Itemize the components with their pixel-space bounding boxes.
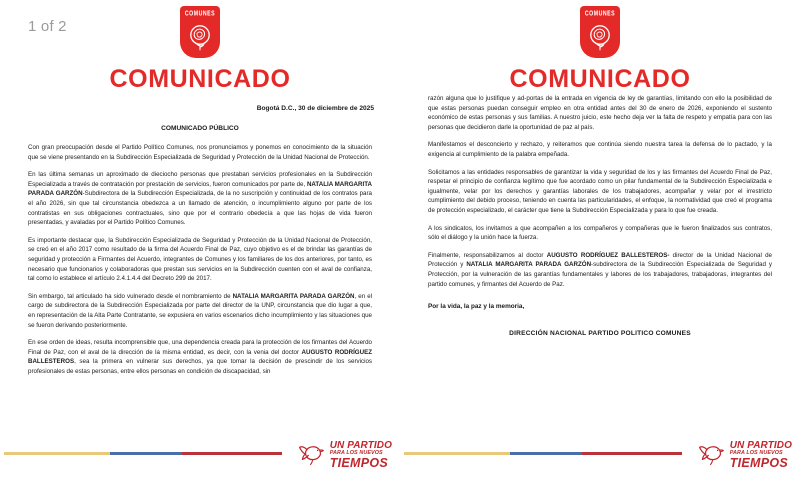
- dove-icon: [697, 438, 727, 473]
- sign-off-line: Por la vida, la paz y la memoria,: [428, 303, 525, 311]
- paragraph: razón alguna que lo justifique y ad-portas de la entrada en vigencia de ley de garantías, limitando con ello la posibilidad de que estas personas puedan conseguir empleo en otra entidad antes del 30 de enero de 2026, exponiendo el sustento económico de estas personas y sus familias. A nuestro juicio, este hecho deja ver la falta de respeto y empatía para con las personas que decidieron darle la oportunidad de paz al país.: [428, 95, 772, 131]
- slogan-line-3: TIEMPOS: [329, 455, 389, 470]
- page-counter: 1 of 2: [28, 18, 67, 35]
- comunes-logo: [422, 0, 778, 58]
- slogan-line-2: PARA LOS NUEVOS: [729, 450, 783, 457]
- slogan-line-1: UN PARTIDO: [729, 439, 792, 451]
- page-title: COMUNICADO: [509, 65, 691, 93]
- tricolor-yellow: [4, 452, 110, 455]
- party-slogan-logo: [697, 432, 792, 478]
- shield-icon: [580, 6, 620, 58]
- page-2-body: [422, 94, 778, 289]
- paragraph: A los sindicatos, los invitamos a que acompañen a los compañeros y compañeras que le fueron finalizados sus contratos, sólo el diálogo y la unión hace la fuerza.: [428, 224, 772, 242]
- page-1-body: [22, 143, 378, 376]
- shield-icon: [180, 6, 220, 58]
- slogan-line-1: UN PARTIDO: [329, 439, 392, 451]
- shield-wordmark: COMUNES: [184, 9, 216, 19]
- date-line: Bogotá D.C., 30 de diciembre de 2025: [256, 105, 374, 112]
- slogan-line-2: PARA LOS NUEVOS: [329, 450, 383, 457]
- paragraph: Solicitamos a las entidades responsables de garantizar la vida y seguridad de los y las firmantes del Acuerdo Final de Paz, respetar el principio de confianza legítimo que fue acordado como un pilar fundamental de la Subdirección Especializada e igualmente, velar por los derechos y garantías laborales de los trabajadores, acompañar y velar por el irrestricto cumplimiento del debido proceso, teniendo en cuenta las particularidades, el enfoque, la normatividad que creó el programa de protección especializado, el carácter que tiene la Subdirección Especializada y para lo que fue creada.: [428, 168, 772, 214]
- rose-fist-emblem-icon: [587, 22, 613, 57]
- paragraph: Con gran preocupación desde el Partido Político Comunes, nos pronunciamos y ponemos en conocimiento de la situación que se viene presentando en la Subdirección Especializada de Seguridad y Protección de la Unidad Nacional de Protección.: [28, 144, 372, 161]
- paragraph: Sin embargo, tal articulado ha sido vulnerado desde el nombramiento de NATALIA MARGARITA PARADA GARZÓN, en el cargo de subdirectora de la Subdirección Especializada por parte del director de la UNP, circunstancia que dio lugar a que, en representación de la Alta Parte Contratante, se expusiera en varios escenarios dicho incumplimiento y las situaciones que se fueron derivando posteriormente.: [28, 292, 373, 329]
- paragraph: En las última semanas un aproximado de dieciocho personas que prestaban servicios profesionales en la Subdirección Especializada a través de contratación por prestación de servicios, fueron comunicados por parte de, NATALIA MARGARITA PARADA GARZÓN-Subdirectora de la Subdirección Especializada, de la no suscripción y continuidad de los contratos para el año 2026, sin que tal circunstancia obedezca a un llamado de atención, o incumplimiento alguno por parte de los contratistas en sus obligaciones contractuales, sino que por el contrario obedecía a que las hojas de vida fueron presentadas, y avaladas por el Partido Político Comunes.: [28, 171, 373, 227]
- paragraph: Finalmente, responsabilizamos al doctor AUGUSTO RODRÍGUEZ BALLESTEROS- director de la Unidad Nacional de Protección y NATALIA MARGARITA PARADA GARZÓN-subdirectora de la Subdirección Especializada de Seguridad y Protección, por la vulneración de las garantías fundamentales y labores de los trabajadores, trabajadoras, integrantes del partido comunes, y firmantes del Acuerdo de Paz.: [428, 251, 773, 288]
- tricolor-red: [582, 452, 682, 455]
- tricolor-red: [182, 452, 282, 455]
- slogan: [330, 441, 392, 470]
- tricolor-blue: [110, 452, 182, 455]
- page-title: COMUNICADO: [109, 65, 291, 93]
- tricolor-rule: [4, 452, 282, 455]
- dove-icon: [297, 438, 327, 473]
- shield-wordmark: COMUNES: [584, 9, 616, 19]
- slogan-line-3: TIEMPOS: [729, 455, 789, 470]
- document-page-2: [400, 0, 800, 500]
- signature-block: DIRECCIÓN NACIONAL PARTIDO POLITICO COMUNES: [509, 330, 691, 338]
- rose-fist-emblem-icon: [187, 22, 213, 57]
- comunes-logo: [22, 0, 378, 58]
- tricolor-rule: [404, 452, 682, 455]
- tricolor-blue: [510, 452, 582, 455]
- page-footer: [400, 432, 800, 480]
- page-footer: [0, 432, 400, 480]
- slogan: [730, 441, 792, 470]
- paragraph: En ese orden de ideas, resulta incomprensible que, una dependencia creada para la protección de los firmantes del Acuerdo Final de Paz, con el aval de la dirección de la misma entidad, es decir, con la venia del doctor AUGUSTO RODRÍGUEZ BALLESTEROS, sea la primera en vulnerar sus derechos, ya que tomar la decisión de prescindir de los servicios profesionales de estas personas, entre ellos personas en condición de discapacidad, sin: [28, 339, 372, 375]
- tricolor-yellow: [404, 452, 510, 455]
- paragraph: Es importante destacar que, la Subdirección Especializada de Seguridad y Protección de la Unidad Nacional de Protección, se creó en el año 2017 como resultado de la firma del Acuerdo Final de Paz, cuyo objetivo es el de brindar las garantías de seguridad y protección a Firmantes del Acuerdo, integrantes de Comunes y los familiares de los dos anteriores, por tanto, es necesario que funcionarios y colaboradoras que prestan sus servicios en la Subdirección cuenten con el aval de confianza, tal como lo establece el artículo 2.4.1.4.4 del Decreto 299 de 2017.: [28, 236, 372, 283]
- public-statement-heading: COMUNICADO PÚBLICO: [161, 125, 239, 132]
- paragraph: Manifestamos el desconcierto y rechazo, y reiteramos que continúa siendo nuestra tarea la defensa de lo pactado, y la exigencia al cumplimiento de la palabra empeñada.: [428, 141, 772, 158]
- party-slogan-logo: [297, 432, 392, 478]
